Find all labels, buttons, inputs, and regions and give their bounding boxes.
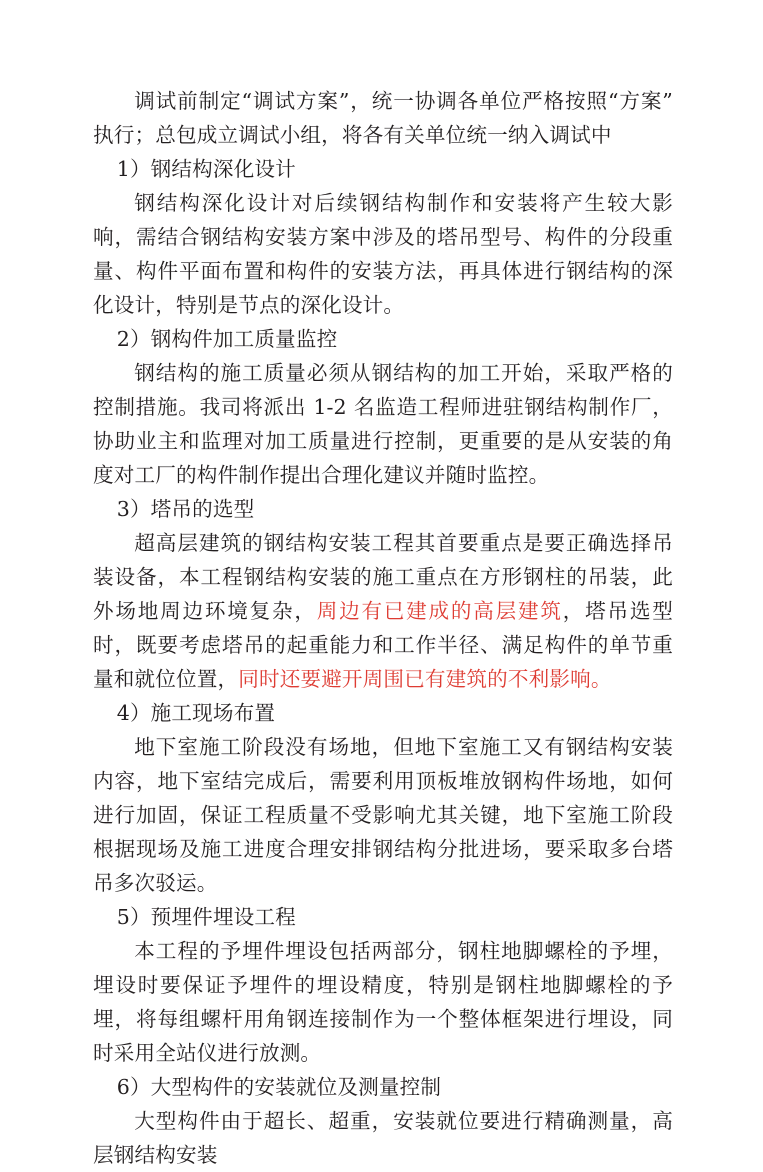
section-heading-2: 2）钢构件加工质量监控 — [116, 327, 338, 351]
section-heading-3: 3）塔吊的选型 — [116, 497, 255, 521]
paragraph-intro: 调试前制定“调试方案”，统一协调各单位严格按照“方案”执行；总包成立调试小组，将各有关单位统一纳入调试中 — [93, 89, 673, 147]
section-heading-4: 4）施工现场布置 — [116, 701, 276, 725]
highlighted-text: 周边有已建成的高层建筑 — [316, 599, 563, 623]
paragraph-body-4: 地下室施工阶段没有场地，但地下室施工又有钢结构安装内容，地下室结完成后，需要利用顶板堆放钢构件场地，如何进行加固，保证工程质量不受影响尤其关键，地下室施工阶段根据现场及施工进度合理安排钢结构分批进场，要采取多台塔吊多次驳运。 — [93, 735, 673, 895]
section-heading-1: 1）钢结构深化设计 — [116, 157, 296, 181]
section-heading-6: 6）大型构件的安装就位及测量控制 — [116, 1075, 442, 1099]
text-run: 名监造工程师进驻钢结构制作厂，协助业主和监理对加工质量进行控制，更重要的是从安装的角度对工厂的构件制作提出合理化建议并随时监控。 — [93, 395, 673, 487]
document-text-body — [93, 84, 673, 1172]
text-run: 超高层建筑的钢结构安装工程其首要重点是要正确选择吊装设备，本工程钢结构安装的施工重点在方形钢柱的吊装，此外场地周边环境复杂， — [93, 531, 673, 623]
paragraph-body-2 — [93, 356, 673, 492]
section-heading-5: 5）预埋件埋设工程 — [116, 905, 296, 929]
text-run: 1-2 — [313, 395, 347, 419]
highlighted-text: 同时还要避开周围已有建筑的不利影响。 — [238, 667, 612, 691]
paragraph-body-1: 钢结构深化设计对后续钢结构制作和安装将产生较大影响，需结合钢结构安装方案中涉及的塔吊型号、构件的分段重量、构件平面布置和构件的安装方法，再具体进行钢结构的深化设计，特别是节点的深化设计。 — [93, 191, 673, 317]
paragraph-body-3 — [93, 526, 673, 696]
text-run: ，塔吊选型时，既要考虑塔吊的起重能力和工作半径、满足构件的单节重量和就位位置， — [93, 599, 674, 691]
paragraph-body-6: 大型构件由于超长、超重，安装就位要进行精确测量，高层钢结构安装 — [93, 1109, 673, 1167]
text-run: 钢结构的施工质量必须从钢结构的加工开始，采取严格的控制措施。我司将派出 — [93, 361, 673, 419]
paragraph-body-5: 本工程的予埋件埋设包括两部分，钢柱地脚螺栓的予埋，埋设时要保证予埋件的埋设精度，特别是钢柱地脚螺栓的予埋，将每组螺杆用角钢连接制作为一个整体框架进行埋设，同时采用全站仪进行放测。 — [93, 939, 673, 1065]
